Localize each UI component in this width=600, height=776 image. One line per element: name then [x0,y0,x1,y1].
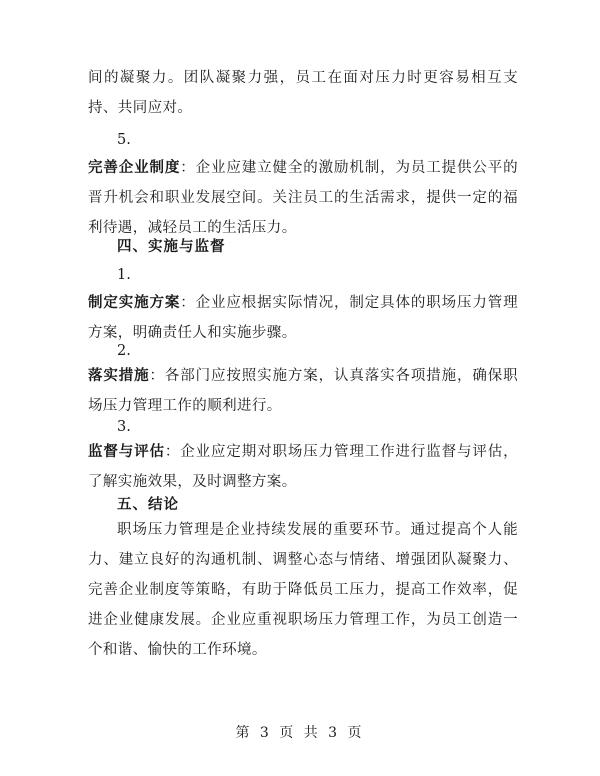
section-4-item-2-title: 落实措施 [88,367,150,384]
section-4-item-1-paragraph [88,288,518,348]
section-4-item-3-paragraph [88,437,518,497]
item-5-title: 完善企业制度 [88,159,181,176]
item-5-number: 5. [117,132,131,148]
section-4-item-1-title: 制定实施方案 [88,294,181,311]
section-4-heading: 四、实施与监督 [117,238,226,255]
section-4-item-3-title: 监督与评估 [88,443,165,460]
section-4-item-2-text: ：各部门应按照实施方案，认真落实各项措施，确保职场压力管理工作的顺利进行。 [88,368,518,414]
item-5-paragraph [88,153,518,243]
section-4-item-1-text: ：企业应根据实际情况，制定具体的职场压力管理方案，明确责任人和实施步骤。 [88,295,518,341]
conclusion-paragraph: 职场压力管理是企业持续发展的重要环节。通过提高个人能力、建立良好的沟通机制、调整心态与情绪、增强团队凝聚力、完善企业制度等策略，有助于降低员工压力，提高工作效率，促进企业健康发展。企业应重视职场压力管理工作，为员工创造一个和谐、愉快的工作环境。 [88,522,518,658]
item-5-text: ：企业应建立健全的激励机制，为员工提供公平的晋升机会和职业发展空间。关注员工的生活需求，提供一定的福利待遇，减轻员工的生活压力。 [88,160,518,236]
section-5-heading: 五、结论 [117,496,179,513]
section-4-item-2-paragraph [88,361,518,421]
section-4-item-3-number: 3. [117,419,131,435]
section-4-item-2-number: 2. [117,343,131,359]
page-footer: 第 3 页 共 3 页 [235,725,365,741]
section-4-item-1-number: 1. [117,267,131,283]
section-4-item-3-text: ：企业应定期对职场压力管理工作进行监督与评估，了解实施效果，及时调整方案。 [88,444,518,490]
continuation-paragraph: 间的凝聚力。团队凝聚力强，员工在面对压力时更容易相互支持、共同应对。 [88,70,518,116]
